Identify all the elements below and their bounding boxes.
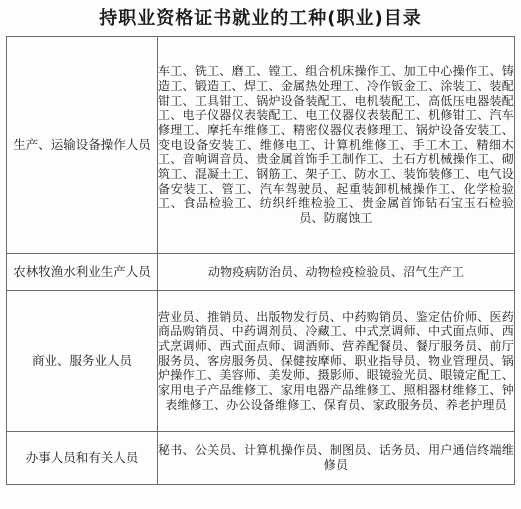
- jobs-cell: 营业员、推销员、出版物发行员、中药购销员、鉴定估价师、医药商品购销员、中药调剂员、冷藏工、中式烹调师、中式面点师、西式烹调师、西式面点师、调酒师、营养配餐员、餐厅服务员、前厅服务员、客房服务员、保健按摩师、职业指导员、物业管理员、锅炉操作工、美容师、美发师、摄影师、眼镜验光员、眼镜定配工、家用电子产品维修工、家用电器产品维修工、照相器材维修工、钟表维修工、办公设备维修工、保育员、家政服务员、养老护理员: [158, 291, 515, 432]
- jobs-cell: 动物疫病防治员、动物检疫检验员、沼气生产工: [158, 254, 515, 291]
- occupation-table: [6, 36, 515, 485]
- jobs-cell: 秘书、公关员、计算机操作员、制图员、话务员、用户通信终端维修员: [158, 432, 515, 485]
- category-cell: 农林牧渔水利业生产人员: [7, 254, 158, 291]
- category-cell: 生产、运输设备操作人员: [7, 37, 158, 254]
- document-title: 持职业资格证书就业的工种(职业)目录: [99, 8, 422, 29]
- jobs-cell: 车工、铣工、磨工、镗工、组合机床操作工、加工中心操作工、铸造工、锻造工、焊工、金属热处理工、冷作钣金工、涂装工、装配钳工、工具钳工、锅炉设备装配工、电机装配工、高低压电器装配工、电子仪器仪表装配工、电工仪器仪表装配工、机修钳工、汽车修理工、摩托车维修工、精密仪器仪表修理工、锅炉设备安装工、变电设备安装工、维修电工、计算机维修工、手工木工、精细木工、音响调音员、贵金属首饰手工制作工、土石方机械操作工、砌筑工、混凝土工、钢筋工、架子工、防水工、装饰装修工、电气设备安装工、管工、汽车驾驶员、起重装卸机械操作工、化学检验工、食品检验工、纺织纤维检验工、贵金属首饰钻石宝玉石检验员、防腐蚀工: [158, 37, 515, 254]
- table-row: [7, 291, 515, 432]
- category-cell: 办事人员和有关人员: [7, 432, 158, 485]
- category-cell: 商业、服务业人员: [7, 291, 158, 432]
- table-row: [7, 37, 515, 254]
- table-row: [7, 254, 515, 291]
- table-row: [7, 432, 515, 485]
